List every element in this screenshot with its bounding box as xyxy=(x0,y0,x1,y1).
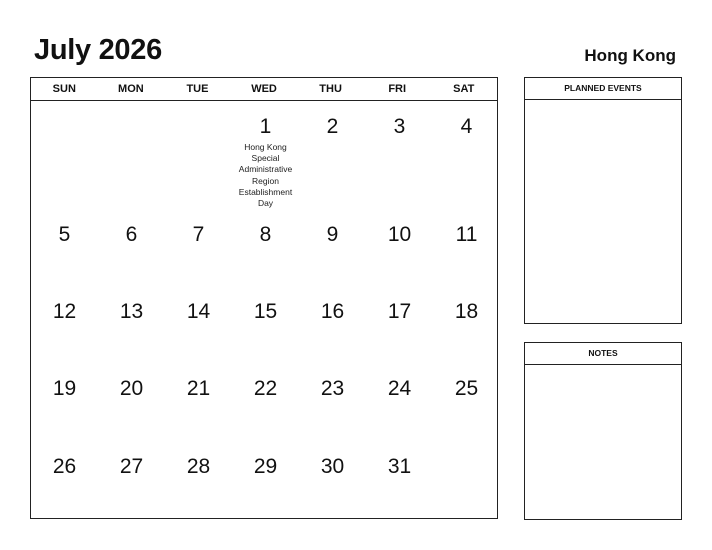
day-number: 18 xyxy=(454,300,479,323)
day-number: 1 xyxy=(259,115,272,138)
day-number: 13 xyxy=(119,300,144,323)
weekday-wednesday: WED xyxy=(251,83,277,95)
day-number: 26 xyxy=(52,455,77,478)
day-cell xyxy=(31,299,98,325)
day-cell xyxy=(433,299,500,325)
day-cell xyxy=(299,114,366,140)
weekday-header-row xyxy=(31,78,497,101)
day-cell xyxy=(433,222,500,248)
month-calendar xyxy=(30,77,498,519)
weekday-friday: FRI xyxy=(388,83,407,95)
day-cell xyxy=(366,114,433,140)
weekday-sunday: SUN xyxy=(52,83,76,95)
day-number: 6 xyxy=(125,223,138,246)
day-number: 28 xyxy=(186,455,211,478)
day-cell xyxy=(232,454,299,480)
day-number: 19 xyxy=(52,377,77,400)
day-number: 2 xyxy=(326,115,339,138)
day-number: 17 xyxy=(387,300,412,323)
day-cell xyxy=(165,454,232,480)
day-cell xyxy=(299,299,366,325)
day-cell xyxy=(31,222,98,248)
day-cell xyxy=(98,222,165,248)
day-cell xyxy=(98,454,165,480)
day-number: 9 xyxy=(326,223,339,246)
day-cell xyxy=(433,114,500,140)
day-cell xyxy=(366,376,433,402)
day-number: 7 xyxy=(192,223,205,246)
day-number: 3 xyxy=(393,115,406,138)
day-number: 12 xyxy=(52,300,77,323)
day-number: 20 xyxy=(119,377,144,400)
day-number: 27 xyxy=(119,455,144,478)
planned-events-heading: PLANNED EVENTS xyxy=(525,78,681,100)
day-cell xyxy=(366,454,433,480)
day-number: 15 xyxy=(253,300,278,323)
day-number: 10 xyxy=(387,223,412,246)
day-cell xyxy=(299,454,366,480)
day-cell xyxy=(98,299,165,325)
day-number: 22 xyxy=(253,377,278,400)
notes-heading: NOTES xyxy=(525,343,681,365)
notes-panel xyxy=(524,342,682,520)
weekday-tuesday: TUE xyxy=(186,83,209,95)
day-cell xyxy=(232,222,299,248)
day-cell xyxy=(299,222,366,248)
day-cell xyxy=(31,454,98,480)
day-cell xyxy=(165,222,232,248)
weekday-thursday: THU xyxy=(319,83,342,95)
day-number: 21 xyxy=(186,377,211,400)
day-number: 25 xyxy=(454,377,479,400)
calendar-title: July 2026 xyxy=(34,34,162,66)
day-number: 11 xyxy=(455,223,478,246)
day-cell xyxy=(433,376,500,402)
weekday-saturday: SAT xyxy=(453,83,475,95)
day-cell xyxy=(165,299,232,325)
day-cell xyxy=(232,299,299,325)
day-cell xyxy=(366,299,433,325)
day-cell xyxy=(232,114,299,209)
day-number: 30 xyxy=(320,455,345,478)
day-cell xyxy=(98,376,165,402)
day-cell xyxy=(232,376,299,402)
day-number: 23 xyxy=(320,377,345,400)
day-cell xyxy=(366,222,433,248)
day-number: 14 xyxy=(186,300,211,323)
day-number: 16 xyxy=(320,300,345,323)
day-number: 8 xyxy=(259,223,272,246)
day-cell xyxy=(31,376,98,402)
day-number: 24 xyxy=(387,377,412,400)
day-number: 31 xyxy=(387,455,412,478)
day-number: 29 xyxy=(253,455,278,478)
day-cell xyxy=(165,376,232,402)
day-cell xyxy=(299,376,366,402)
weekday-monday: MON xyxy=(118,83,144,95)
planned-events-panel xyxy=(524,77,682,324)
day-number: 4 xyxy=(460,115,473,138)
holiday-label: Hong Kong Special Administrative Region Establishment Day xyxy=(238,142,293,209)
day-number: 5 xyxy=(58,223,71,246)
region-label: Hong Kong xyxy=(584,46,676,65)
